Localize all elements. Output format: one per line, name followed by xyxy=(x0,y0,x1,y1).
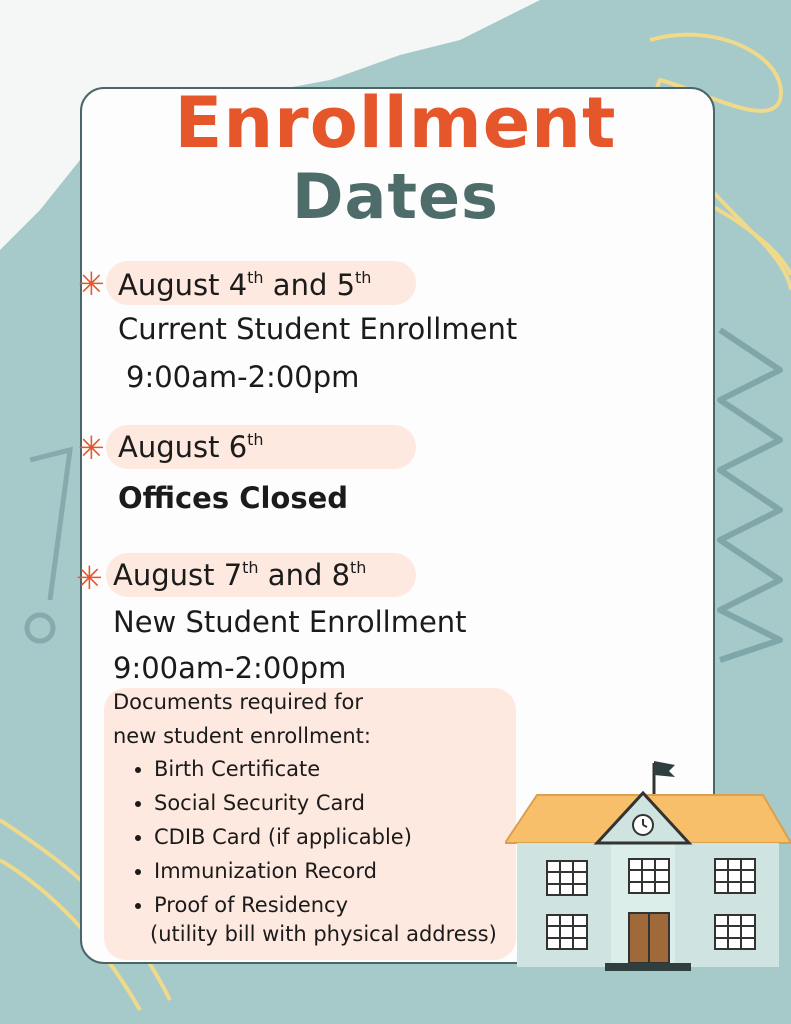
list-item: • Proof of Residency xyxy=(154,888,412,922)
title-dates: Dates xyxy=(292,160,499,233)
event-time: 9:00am-2:00pm xyxy=(113,651,347,685)
documents-intro-1: Documents required for xyxy=(113,690,363,714)
school-building-icon xyxy=(505,755,791,977)
event-date: August 7th and 8th xyxy=(113,558,367,592)
event-date: August 6th xyxy=(118,430,264,464)
event-description: Current Student Enrollment xyxy=(118,312,518,346)
asterisk-icon: ✳ xyxy=(78,265,105,303)
asterisk-icon: ✳ xyxy=(76,559,103,597)
documents-intro-2: new student enrollment: xyxy=(113,724,371,748)
list-item: • Immunization Record xyxy=(154,854,412,888)
list-item: • Birth Certificate xyxy=(154,752,412,786)
event-description: New Student Enrollment xyxy=(113,605,467,639)
list-item: • Social Security Card xyxy=(154,786,412,820)
documents-note: (utility bill with physical address) xyxy=(150,922,497,946)
event-date: August 4th and 5th xyxy=(118,268,372,302)
title-enrollment: Enrollment xyxy=(174,82,617,164)
list-item: • CDIB Card (if applicable) xyxy=(154,820,412,854)
asterisk-icon: ✳ xyxy=(78,429,105,467)
event-time: 9:00am-2:00pm xyxy=(126,360,360,394)
event-description: Offices Closed xyxy=(118,481,349,515)
documents-list xyxy=(130,752,412,922)
